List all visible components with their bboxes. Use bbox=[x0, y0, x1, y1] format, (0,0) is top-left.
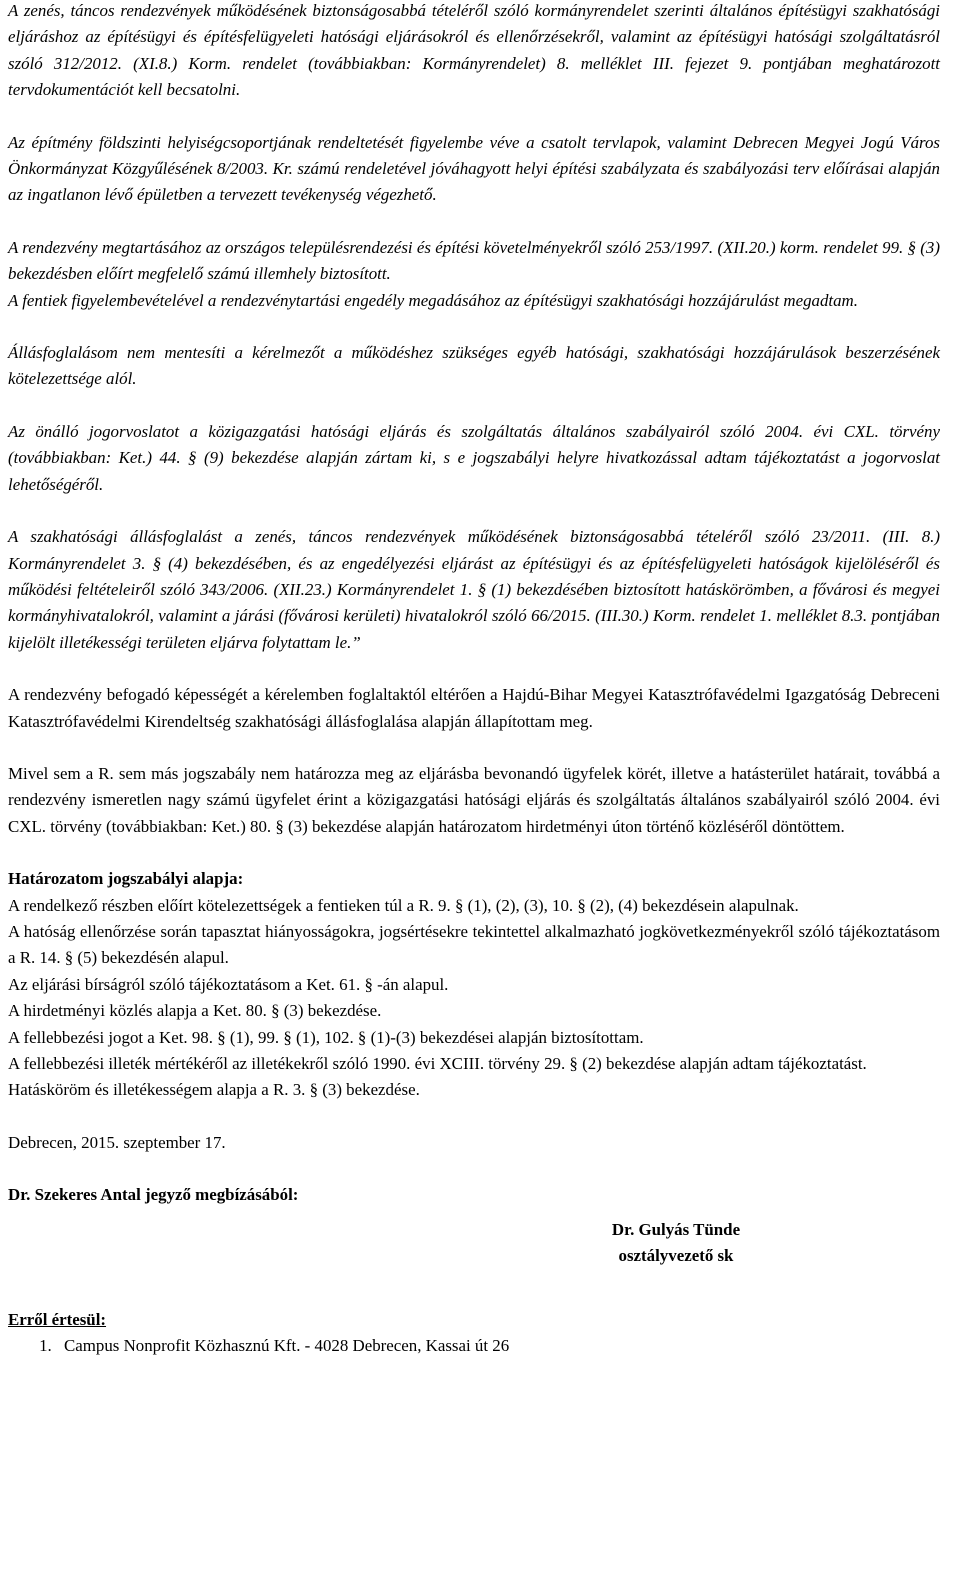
quote-paragraph: Az építmény földszinti helyiségcsoportjának rendeltetését figyelembe véve a csatolt tervlapok, valamint Debrecen Megyei Jogú Város Önkormányzat Közgyűlésének 8/2003. Kr. számú rendeletével jóváhagyott helyi építési szabályzata és szabályozási terv előírásai alapján az ingatlanon lévő épületben a tervezett tevékenység végezhető. bbox=[8, 132, 940, 205]
legal-basis-line: Hatásköröm és illetékességem alapja a R. 3. § (3) bekezdése. bbox=[8, 1080, 420, 1100]
legal-basis-heading: Határozatom jogszabályi alapja: bbox=[8, 869, 244, 889]
legal-basis-line: Az eljárási bírságról szóló tájékoztatásom a Ket. 61. § -án alapul. bbox=[8, 974, 449, 994]
spacer bbox=[8, 735, 940, 761]
notify-heading: Erről értesül: bbox=[8, 1309, 107, 1329]
legal-basis-line: A fellebbezési jogot a Ket. 98. § (1), 99. § (1), 102. § (1)-(3) bekezdései alapján biztosítottam. bbox=[8, 1027, 644, 1047]
quote-paragraph: A fentiek figyelembevételével a rendezvénytartási engedély megadásához az építésügyi szakhatósági hozzájárulást megadtam. bbox=[8, 290, 858, 310]
signature-block bbox=[8, 1209, 940, 1273]
notify-item: 1. Campus Nonprofit Közhasznú Kft. - 4028 Debrecen, Kassai út 26 bbox=[56, 1333, 940, 1359]
spacer bbox=[8, 104, 940, 130]
legal-basis-line: A fellebbezési illeték mértékéről az illetékekről szóló 1990. évi XCIII. törvény 29. § (2) bekezdése alapján adtam tájékoztatást. bbox=[8, 1054, 867, 1073]
spacer bbox=[8, 209, 940, 235]
legal-basis-line: A rendelkező részben előírt kötelezettségek a fentieken túl a R. 9. § (1), (2), (3), 10. § (2), (4) bekezdésein alapulnak. bbox=[8, 895, 799, 915]
legal-basis-line: A hatóság ellenőrzése során tapasztat hiányosságokra, jogsértésekre tekintettel alkalmazható jogkövetkezményekről szóló tájékoztatásom a R. 14. § (5) bekezdésén alapul. bbox=[8, 921, 940, 968]
signature-name-title bbox=[576, 1217, 776, 1270]
body-paragraph: Mivel sem a R. sem más jogszabály nem határozza meg az eljárásba bevonandó ügyfelek körét, illetve a hatásterület határait, továbbá a rendezvény ismeretlen nagy számú ügyfelet érint a közigazgatási hatósági eljárás és szolgáltatás általános szabályairól szóló 2004. évi CXL. törvény (továbbiakban: Ket.) 80. § (3) bekezdése alapján határozatom hirdetményi úton történő közléséről döntöttem. bbox=[8, 763, 940, 836]
notify-list bbox=[8, 1333, 940, 1359]
spacer bbox=[8, 656, 940, 682]
quote-paragraph: A szakhatósági állásfoglalást a zenés, táncos rendezvények működésének biztonságosabbá tételéről szóló 23/2011. (III. 8.) Kormányrendelet 3. § (4) bekezdésében, és az engedélyezési eljárást az építésügyi és az építésfelügyeleti hatóságok kijelöléséről és működési feltételeiről szóló 343/2006. (XII.23.) Kormányrendelet 1. § (1) bekezdésében biztosított hatáskörömben, a fővárosi és megyei kormányhivatalokról, valamint a járási (fővárosi kerületi) hivatalokról szóló 66/2015. (III.30.) Korm. rendelet 1. melléklet 8.3. pontjában kijelölt illetékességi területen eljárva folytattam le.” bbox=[8, 527, 940, 652]
date-line: Debrecen, 2015. szeptember 17. bbox=[8, 1132, 226, 1152]
document-page bbox=[8, 0, 940, 1359]
spacer bbox=[8, 1273, 940, 1307]
signatory-name: Dr. Gulyás Tünde bbox=[611, 1219, 741, 1239]
spacer bbox=[8, 840, 940, 866]
body-paragraph: A rendezvény befogadó képességét a kérelemben foglaltaktól eltérően a Hajdú-Bihar Megyei Katasztrófavédelmi Igazgatóság Debreceni Katasztrófavédelmi Kirendeltség szakhatósági állásfoglalása alapján állapítottam meg. bbox=[8, 685, 940, 731]
signature-on-behalf: Dr. Szekeres Antal jegyző megbízásából: bbox=[8, 1185, 299, 1205]
spacer bbox=[8, 314, 940, 340]
quote-paragraph: Állásfoglalásom nem mentesíti a kérelmezőt a működéshez szükséges egyéb hatósági, szakhatósági hozzájárulások beszerzésének kötelezettsége alól. bbox=[8, 343, 940, 389]
spacer bbox=[8, 1156, 940, 1182]
quote-paragraph: A zenés, táncos rendezvények működésének biztonságosabbá tételéről szóló kormányrendelet szerinti általános építésügyi szakhatósági eljáráshoz az építésügyi és építésfelügyeleti hatósági eljárásokról és ellenőrzésekről, valamint az építésügyi hatósági szolgáltatásról szóló 312/2012. (XI.8.) Korm. rendelet (továbbiakban: Kormányrendelet) 8. melléklet III. fejezet 9. pontjában meghatározott tervdokumentációt kell becsatolni. bbox=[8, 1, 940, 100]
quote-paragraph: A rendezvény megtartásához az országos településrendezési és építési követelményekről szóló 253/1997. (XII.20.) korm. rendelet 99. § (3) bekezdésben előírt megfelelő számú illemhely biztosított. bbox=[8, 237, 940, 284]
signatory-title: osztályvezető sk bbox=[618, 1246, 734, 1266]
legal-basis-line: A hirdetményi közlés alapja a Ket. 80. § (3) bekezdése. bbox=[8, 1001, 382, 1021]
spacer bbox=[8, 1104, 940, 1130]
spacer bbox=[8, 498, 940, 524]
quote-paragraph: Az önálló jogorvoslatot a közigazgatási hatósági eljárás és szolgáltatás általános szabályairól szóló 2004. évi CXL. törvény (továbbiakban: Ket.) 44. § (9) bekezdése alapján zártam ki, s e jogszabályi helyre hivatkozással adtam tájékoztatást a jogorvoslat lehetőségéről. bbox=[8, 421, 940, 494]
spacer bbox=[8, 393, 940, 419]
